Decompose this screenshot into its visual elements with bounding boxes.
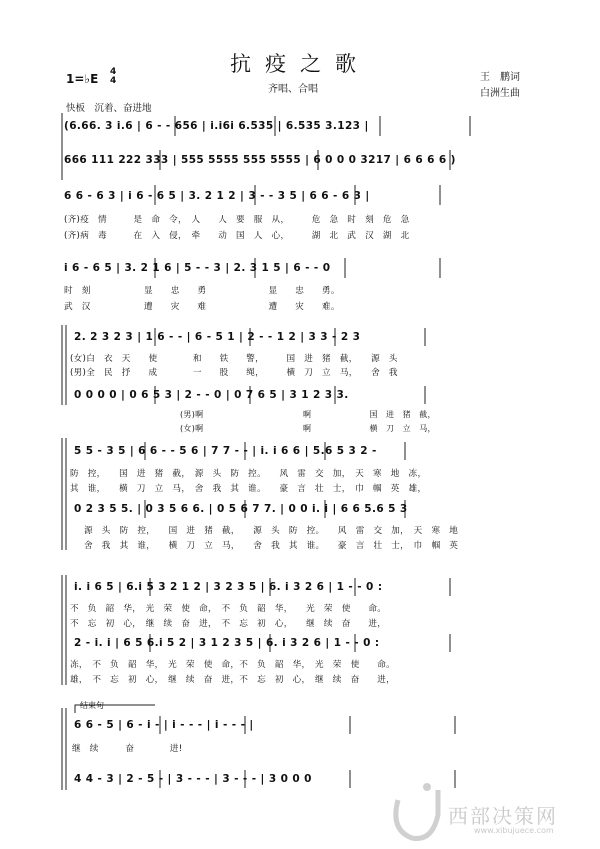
meter-bottom: 4 bbox=[110, 76, 117, 86]
refrain-harmony-lyric-b: 雄， 不 忘 初 心， 继 续 奋 进，不 忘 初 心， 继 续 奋 进， bbox=[70, 675, 396, 685]
lyricist-credit: 王 鹏词 bbox=[480, 72, 520, 83]
composer-credit: 白洲生曲 bbox=[480, 88, 520, 99]
watermark-logo-icon bbox=[396, 783, 438, 839]
tempo-marking: 快板 沉着、奋进地 bbox=[66, 103, 152, 114]
verse-lyric-1a: (齐)疫 情 是 命 令， 人 人 要 服 从， 危 急 时 刻 危 急 bbox=[64, 215, 410, 225]
chorus-melody-1: 2. 2 3 2 3 | 1 6 - - | 6 - 5 1 | 2 - - 1 2 | 3 3 - 2 3 bbox=[74, 331, 361, 343]
chorus-harmony-lyric-2a: 源 头 防 控， 国 进 猪 截， 源 头 防 控。 风 雷 交 加， 天 寒 地 bbox=[84, 526, 459, 536]
intro-line-1: (6.66. 3 i.6 | 6 - - 656 | i.i6i 6.535 | 6.535 3.123 | bbox=[64, 120, 369, 132]
verse-lyric-2b: 武 汉 遭 灾 难 遭 灾 难。 bbox=[64, 302, 340, 312]
refrain-harmony: 2 - i. i | 6 5 6.i 5 2 | 3 1 2 3 5 | 6. i 3 2 6 | 1 - - 0 : bbox=[74, 637, 380, 649]
chorus-harmony-2: 0 2 3 5 5. | 0 3 5 6 6. | 0 5 6 7 7. | 0 0 i. i | 6 6 5.6 5 3 bbox=[74, 503, 408, 515]
verse-lyric-2a: 时 刻 显 忠 勇 显 忠 勇。 bbox=[64, 286, 340, 296]
chorus-harmony-lyric-1b: (女)啊 啊 横 刀 立 马， bbox=[180, 424, 436, 433]
verse-melody-1: 6 6 - 6 3 | i 6 - 6 5 | 3. 2 1 2 | 3 - - 3 5 | 6 6 - 6 3 | bbox=[64, 190, 370, 202]
ending-harmony: 4 4 - 3 | 2 - 5 - | 3 - - - | 3 - - - | 3 0 0 0 bbox=[74, 773, 312, 785]
chorus-lyric-1b: (男)全 民 抒 成 一 股 绳， 横 刀 立 马， 舍 我 bbox=[70, 368, 398, 378]
refrain-harmony-lyric-a: 冻， 不 负 韶 华， 光 荣 使 命，不 负 韶 华， 光 荣 使 命。 bbox=[70, 660, 396, 670]
time-signature bbox=[110, 68, 116, 86]
ending-label: 结束句 bbox=[80, 701, 104, 710]
chorus-melody-2: 5 5 - 3 5 | 6 6 - - 5 6 | 7 7 - - | i. i 6 6 | 5.6 5 3 2 - bbox=[74, 445, 377, 457]
chorus-lyric-2b: 其 谁， 横 刀 立 马， 舍 我 其 谁。 豪 言 壮 士， 巾 帼 英 雄， bbox=[70, 484, 427, 494]
key-signature: 1=♭E bbox=[66, 72, 99, 86]
verse-melody-2: i 6 - 6 5 | 3. 2 1 6 | 5 - - 3 | 2. 3 1 5 | 6 - - 0 bbox=[64, 262, 331, 274]
refrain-melody: i. i 6 5 | 6.i 5 3 2 1 2 | 3 2 3 5 | 6. i 3 2 6 | 1 - - 0 : bbox=[74, 581, 383, 593]
refrain-lyric-a: 不 负 韶 华， 光 荣 使 命， 不 负 韶 华， 光 荣 使 命。 bbox=[70, 604, 387, 614]
performance-style: 齐唱、合唱 bbox=[268, 84, 318, 95]
intro-line-2: 666 111 222 333 | 555 5555 555 5555 | 6 0 0 0 3217 | 6 6 6 6 ) bbox=[64, 154, 456, 166]
chorus-lyric-1a: (女)白 衣 天 使 和 铁 警， 国 进 猪 截， 源 头 bbox=[70, 354, 398, 364]
watermark-text: 西部决策网 bbox=[448, 804, 558, 828]
chorus-lyric-2a: 防 控， 国 进 猪 截， 源 头 防 控。 风 雷 交 加， 天 寒 地 冻， bbox=[70, 469, 427, 479]
ending-melody: 6 6 - 5 | 6 - i - | i - - - | i - - - | bbox=[74, 719, 254, 731]
song-title: 抗疫之歌 bbox=[230, 52, 370, 76]
chorus-harmony-lyric-2b: 舍 我 其 谁， 横 刀 立 马， 舍 我 其 谁。 豪 言 壮 士， 巾 帼 英 bbox=[84, 541, 459, 551]
chorus-harmony-lyric-1a: (男)啊 啊 国 进 猪 截， bbox=[180, 410, 436, 419]
ending-lyric: 继 续 奋 进! bbox=[72, 744, 183, 754]
verse-lyric-1b: (齐)病 毒 在 入 侵， 牵 动 国 人 心， 湖 北 武 汉 湖 北 bbox=[64, 231, 410, 241]
chorus-harmony-1: 0 0 0 0 | 0 6 5 3 | 2 - - 0 | 0 7 6 5 | 3 1 2 3 3. bbox=[74, 389, 349, 401]
meter-top: 4 bbox=[110, 67, 117, 77]
watermark-url: www.xibujuece.com bbox=[474, 826, 554, 835]
refrain-lyric-b: 不 忘 初 心， 继 续 奋 进， 不 忘 初 心， 继 续 奋 进， bbox=[70, 619, 387, 629]
